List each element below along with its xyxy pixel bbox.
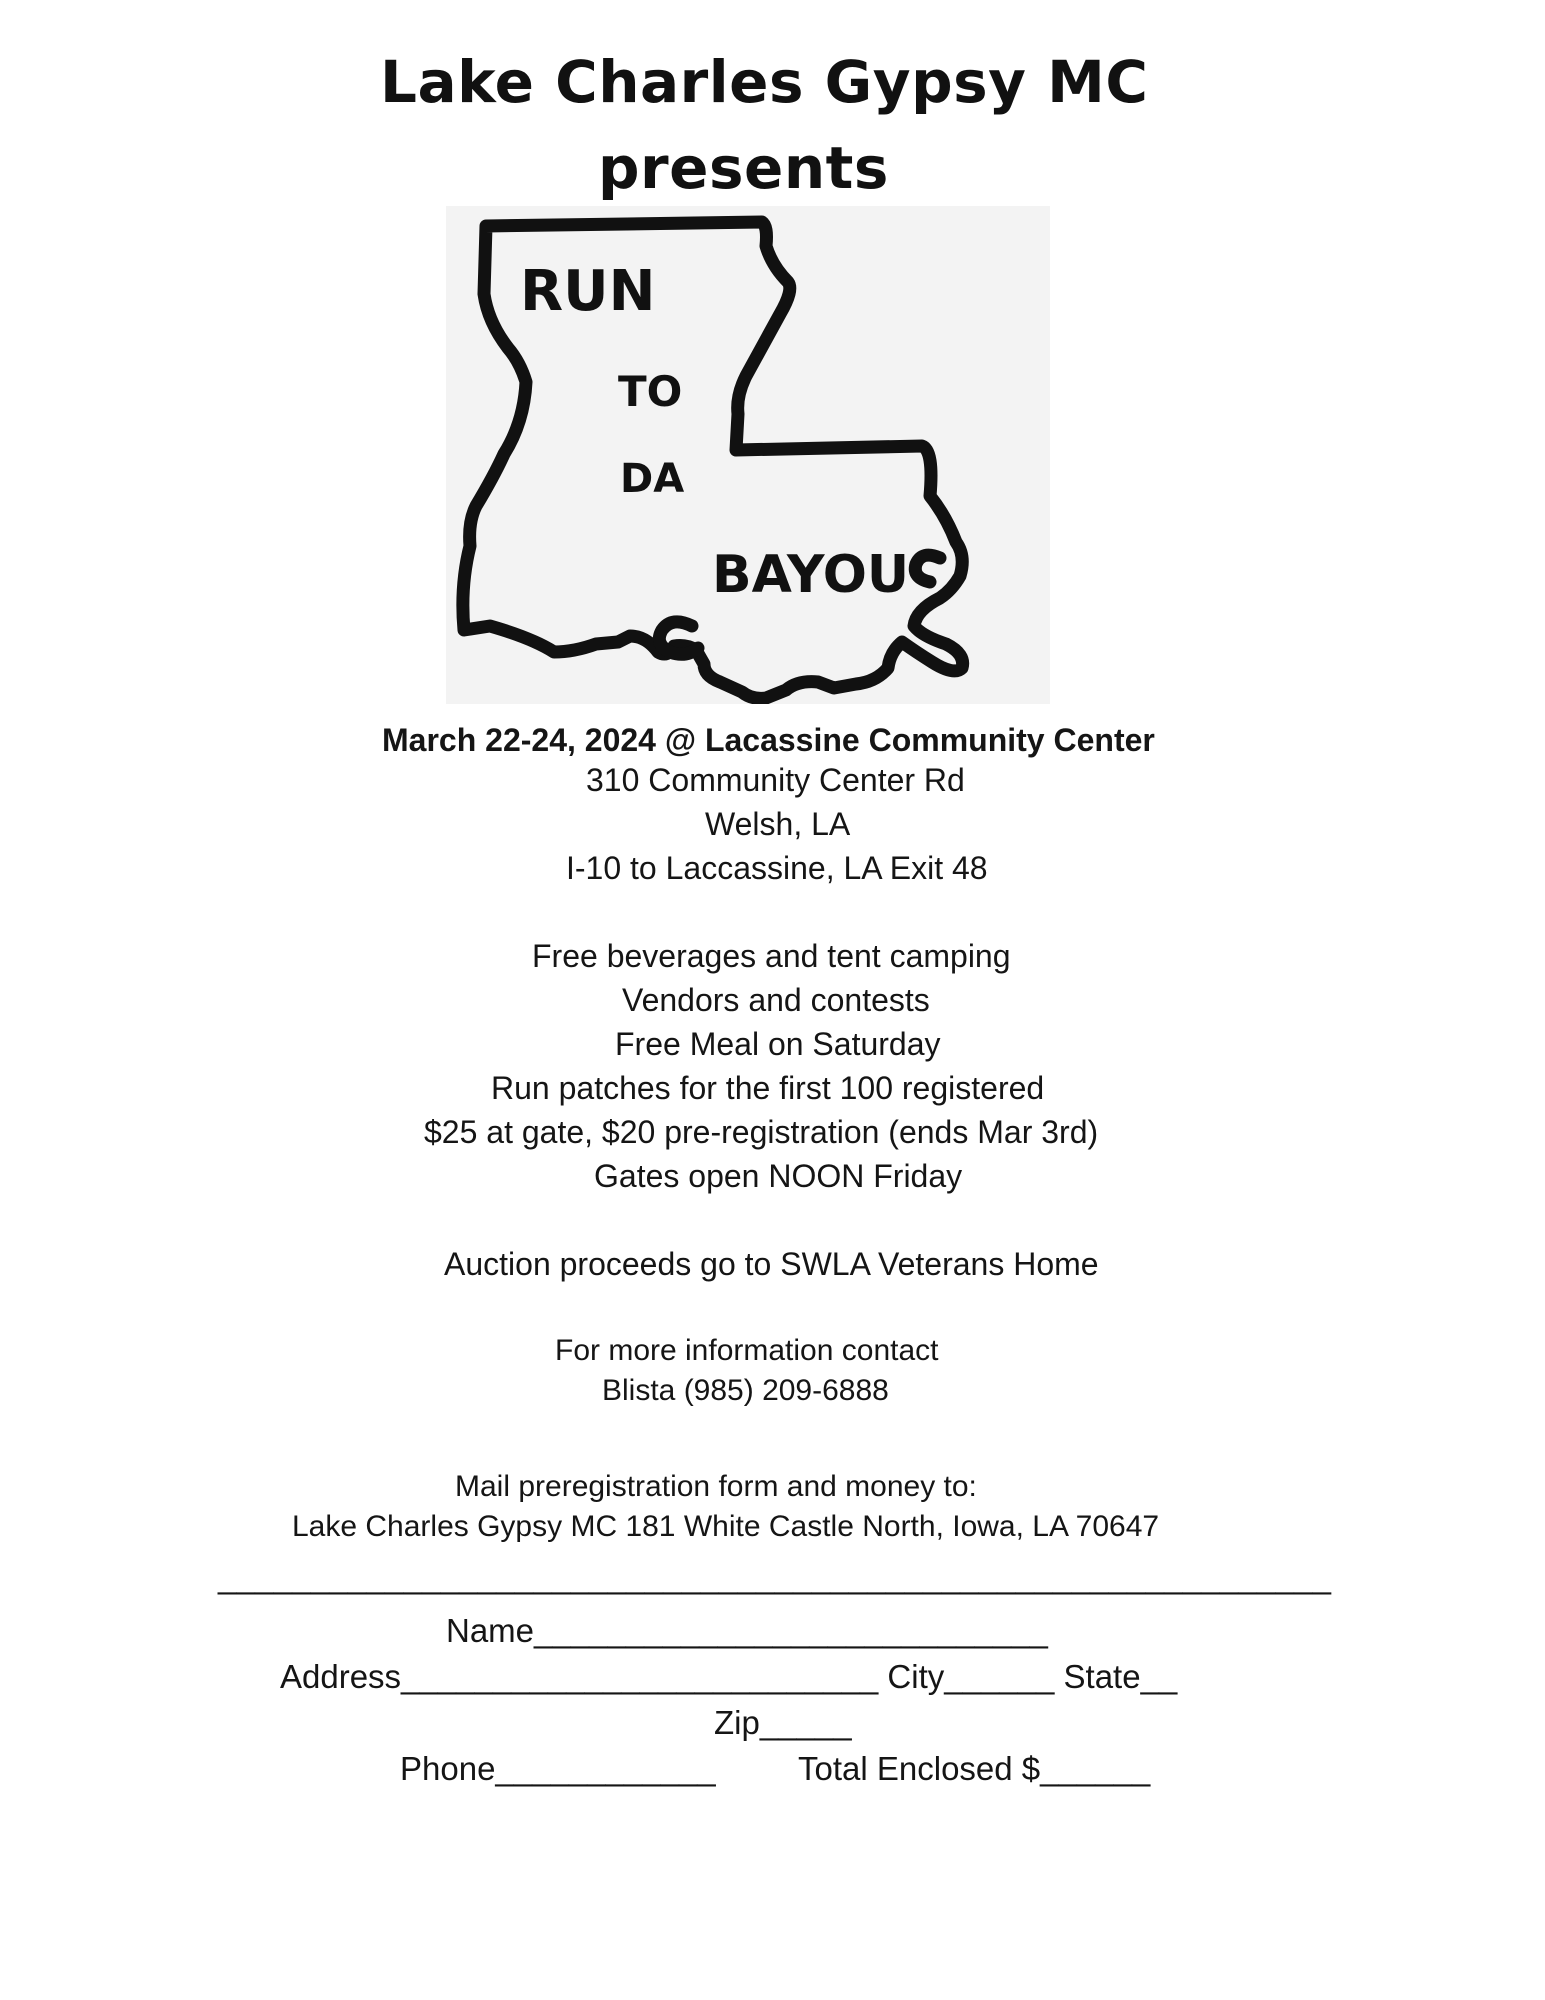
form-zip-field[interactable]: Zip_____ [714, 1704, 852, 1741]
feature-patches: Run patches for the first 100 registered [491, 1070, 1045, 1106]
logo-word-da: DA [620, 456, 685, 502]
logo-word-run: RUN [520, 259, 656, 324]
form-separator: ____________________________________________________________ [218, 1558, 1332, 1595]
logo-word-bayou: BAYOU [712, 545, 910, 605]
event-address-line2: Welsh, LA [705, 806, 851, 842]
logo-word-to: TO [618, 367, 683, 416]
contact-phone: Blista (985) 209-6888 [602, 1374, 889, 1407]
title-club-name: Lake Charles Gypsy MC [380, 48, 1149, 116]
event-directions: I-10 to Laccassine, LA Exit 48 [566, 850, 988, 886]
feature-meal: Free Meal on Saturday [615, 1026, 941, 1062]
louisiana-state-outline-icon [446, 206, 1050, 704]
mail-heading: Mail preregistration form and money to: [455, 1470, 977, 1503]
feature-gates: Gates open NOON Friday [594, 1158, 963, 1194]
event-address-line1: 310 Community Center Rd [586, 762, 965, 798]
run-to-da-bayou-logo [446, 206, 1050, 704]
form-name-field[interactable]: Name____________________________ [446, 1612, 1048, 1649]
auction-note: Auction proceeds go to SWLA Veterans Home [444, 1246, 1099, 1282]
mail-address: Lake Charles Gypsy MC 181 White Castle North, Iowa, LA 70647 [292, 1510, 1160, 1543]
feature-beverages: Free beverages and tent camping [532, 938, 1011, 974]
feature-pricing: $25 at gate, $20 pre-registration (ends Mar 3rd) [424, 1114, 1099, 1150]
form-phone-field[interactable]: Phone____________ [400, 1750, 716, 1787]
feature-vendors: Vendors and contests [622, 982, 930, 1018]
form-address-field[interactable]: Address__________________________ City______ State__ [280, 1658, 1178, 1695]
event-date-location: March 22-24, 2024 @ Lacassine Community Center [382, 722, 1155, 758]
form-total-enclosed-field[interactable]: Total Enclosed $______ [798, 1750, 1151, 1787]
title-presents: presents [598, 134, 889, 202]
contact-heading: For more information contact [555, 1334, 939, 1367]
